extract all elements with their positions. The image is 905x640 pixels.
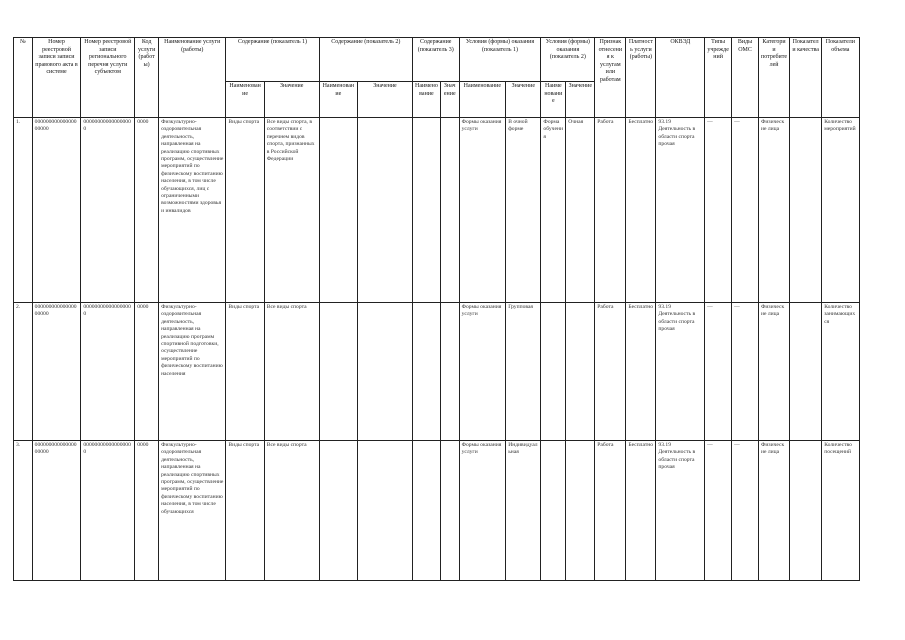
col-quality-header: Показатели качества <box>790 38 822 118</box>
cell-categories: Физические лица <box>759 303 790 441</box>
col-content1-header: Содержание (показатель 1) <box>226 38 319 82</box>
col-volume-header: Показатели объема <box>822 38 859 118</box>
cell-service-code: 0000 <box>135 118 159 303</box>
col-reg-entry-region-header: Номер реестровой записи регионального перечня услуги субъектом <box>81 38 135 118</box>
cell-reg-entry-region: 000000000000000000 <box>81 303 135 441</box>
header-row <box>14 38 897 82</box>
col-categories-header: Категории потребителей <box>759 38 790 118</box>
cell-fee: Бесплатно <box>626 441 656 581</box>
col-activity-header: Типы учреждений <box>705 38 732 118</box>
cell-k1-value: Групповая <box>506 303 541 441</box>
table-row <box>14 441 897 581</box>
cell-c3-value <box>440 303 459 441</box>
cell-k2-value <box>566 441 595 581</box>
cell-k1-value: В очной форме <box>506 118 541 303</box>
cell-c3-name <box>412 441 440 581</box>
col-fee-header: Платность услуги (работы) <box>626 38 656 118</box>
cell-volume: Количество мероприятий <box>822 118 859 303</box>
cell-activity: — <box>705 441 732 581</box>
k2-value-subheader: Значение <box>566 82 595 118</box>
c3-name-subheader: Наименование <box>412 82 440 118</box>
registry-sheet <box>13 37 897 581</box>
cell-num: 3. <box>14 441 33 581</box>
cell-volume: Количество посещений <box>822 441 859 581</box>
cell-k2-name: Форма обучения <box>541 118 566 303</box>
cell-reg-entry-region: 000000000000000000 <box>81 441 135 581</box>
c3-value-subheader: Значение <box>440 82 459 118</box>
cell-categories: Физические лица <box>759 441 790 581</box>
col-service-code-header: Код услуги (работы) <box>135 38 159 118</box>
cell-c2-name <box>319 118 357 303</box>
cell-kind: — <box>732 441 759 581</box>
k1-name-subheader: Наименование <box>459 82 506 118</box>
cell-okved: 93.19 Деятельность в области спорта прочая <box>656 303 705 441</box>
c2-name-subheader: Наименование <box>319 82 357 118</box>
cell-service-name: Физкультурно-оздоровительная деятельность, направленная на реализацию спортивных программ, осуществление мероприятий по физическому воспитанию населения, в том числе обучающихся, лиц с ограниченными возможностями здоровья и инвалидов <box>159 118 226 303</box>
cell-c1-value: Все виды спорта <box>264 303 319 441</box>
cell-kind: — <box>732 303 759 441</box>
cell-k1-name: Формы оказания услуги <box>459 118 506 303</box>
cell-sign: Работа <box>595 441 626 581</box>
cell-reg-entry: 00000000000000000000 <box>32 303 81 441</box>
cell-service-code: 0000 <box>135 441 159 581</box>
c1-value-subheader: Значение <box>264 82 319 118</box>
cell-categories: Физические лица <box>759 118 790 303</box>
col-num-header: № <box>14 38 33 118</box>
cell-sign: Работа <box>595 118 626 303</box>
col-kind-header: Виды ОМС <box>732 38 759 118</box>
cell-fee: Бесплатно <box>626 303 656 441</box>
col-content2-header: Содержание (показатель 2) <box>319 38 412 82</box>
cell-c1-value: Все виды спорта, в соответствии с перечнем видов спорта, признанных в Российской Федерации <box>264 118 319 303</box>
cell-c2-name <box>319 303 357 441</box>
cell-c1-name: Виды спорта <box>226 441 264 581</box>
col-cond1-header: Условия (формы) оказания (показатель 1) <box>459 38 541 82</box>
col-reg-entry-header: Номер реестровой записи записи правового акта в системе <box>32 38 81 118</box>
cell-reg-entry: 00000000000000000000 <box>32 441 81 581</box>
cell-k2-name <box>541 441 566 581</box>
cell-service-code: 0000 <box>135 303 159 441</box>
cell-volume: Количество занимающихся <box>822 303 859 441</box>
c2-value-subheader: Значение <box>358 82 413 118</box>
cell-activity: — <box>705 303 732 441</box>
col-service-name-header: Наименование услуги (работы) <box>159 38 226 118</box>
cell-c2-value <box>358 303 413 441</box>
c1-name-subheader: Наименование <box>226 82 264 118</box>
cell-c1-name: Виды спорта <box>226 118 264 303</box>
cell-c3-value <box>440 441 459 581</box>
cell-reg-entry: 00000000000000000000 <box>32 118 81 303</box>
cell-fee: Бесплатно <box>626 118 656 303</box>
cell-okved: 93.19 Деятельность в области спорта прочая <box>656 118 705 303</box>
k1-value-subheader: Значение <box>506 82 541 118</box>
cell-sign: Работа <box>595 303 626 441</box>
cell-num: 2. <box>14 303 33 441</box>
cell-c2-value <box>358 118 413 303</box>
cell-quality <box>790 118 822 303</box>
cell-num: 1. <box>14 118 33 303</box>
col-cond2-header: Условия (формы) оказания (показатель 2) <box>541 38 595 82</box>
cell-k2-value: Очная <box>566 118 595 303</box>
cell-service-name: Физкультурно-оздоровительная деятельность, направленная на реализацию спортивных программ, осуществление мероприятий по физическому воспитанию населения, в том числе обучающихся <box>159 441 226 581</box>
table-row <box>14 118 897 303</box>
cell-c1-name: Виды спорта <box>226 303 264 441</box>
cell-kind: — <box>732 118 759 303</box>
registry-table <box>13 37 897 581</box>
col-content3-header: Содержание (показатель 3) <box>412 38 459 82</box>
k2-name-subheader: Наименование <box>541 82 566 118</box>
cell-c3-value <box>440 118 459 303</box>
cell-quality <box>790 303 822 441</box>
col-sign-header: Признак отнесения к услугам или работам <box>595 38 626 118</box>
col-okved-header: ОКВЭД <box>656 38 705 118</box>
cell-c2-value <box>358 441 413 581</box>
cell-k2-value <box>566 303 595 441</box>
cell-c3-name <box>412 118 440 303</box>
cell-quality <box>790 441 822 581</box>
cell-k1-name: Формы оказания услуги <box>459 303 506 441</box>
table-row <box>14 303 897 441</box>
cell-c3-name <box>412 303 440 441</box>
cell-c1-value: Все виды спорта <box>264 441 319 581</box>
cell-activity: — <box>705 118 732 303</box>
cell-k1-name: Формы оказания услуги <box>459 441 506 581</box>
cell-k1-value: Индивидуальная <box>506 441 541 581</box>
cell-reg-entry-region: 000000000000000000 <box>81 118 135 303</box>
cell-service-name: Физкультурно-оздоровительная деятельность, направленная на реализацию программ спортивной подготовки, осуществление мероприятий по физическому воспитанию населения <box>159 303 226 441</box>
cell-okved: 93.19 Деятельность в области спорта прочая <box>656 441 705 581</box>
cell-c2-name <box>319 441 357 581</box>
cell-k2-name <box>541 303 566 441</box>
